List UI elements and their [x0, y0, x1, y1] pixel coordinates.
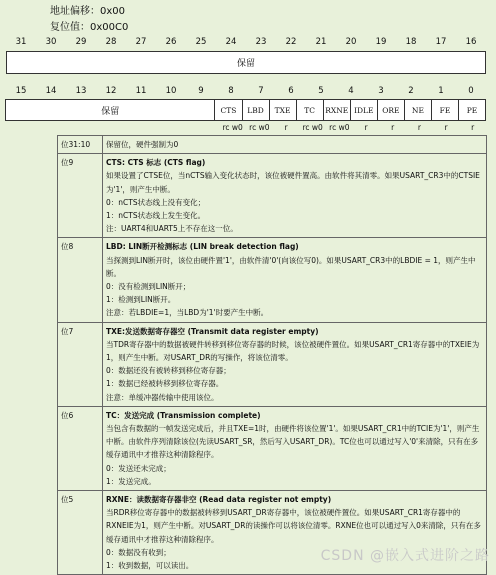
- bit-number: 16: [465, 37, 477, 47]
- description-line: 1：检测到LIN断开。: [106, 295, 176, 305]
- reserved-low-cell: 保留: [5, 99, 215, 121]
- bit-row: [58, 406, 487, 490]
- field-access-type: rc w0: [329, 123, 350, 132]
- bit-number: 26: [165, 37, 177, 47]
- reset-value: 复位值：0x00C0: [50, 22, 129, 33]
- description-line: 1：数据已经被转移到移位寄存器。: [106, 379, 224, 389]
- bit-number: 19: [375, 37, 387, 47]
- bit-position: 位31:10: [58, 136, 103, 154]
- bit-number: 31: [15, 37, 27, 47]
- bit-description: [103, 406, 487, 490]
- field-access-type: r: [391, 123, 395, 132]
- description-line: 保留位，硬件强制为0: [106, 140, 179, 149]
- bit-position: 位7: [58, 322, 103, 406]
- bit-number: 8: [228, 86, 234, 96]
- bit-row: [58, 238, 487, 322]
- bit-number: 18: [405, 37, 417, 47]
- bit-number: 22: [285, 37, 297, 47]
- bit-description: [103, 136, 487, 154]
- bit-position: 位5: [58, 491, 103, 575]
- bit-number: 0: [468, 86, 474, 96]
- bit-number: 10: [165, 86, 177, 96]
- field-access-type: r: [444, 123, 448, 132]
- description-line: 当包含有数据的一帧发送完成后，并且TXE=1时，由硬件将该位置'1'。如果USART_CR1中的TCIE为'1'，则产生中断。由软件序列清除该位(先读USART_SR，然后写入USART_DR)。TC位也可以通过写入'0'来清除，只有在多缓存通讯中才推荐这种清除程序。: [106, 424, 480, 460]
- bit-numbers-high: [6, 37, 486, 47]
- field-pe: PE: [458, 99, 486, 121]
- field-rxne: RXNE: [323, 99, 351, 121]
- bit-number: 14: [45, 86, 57, 96]
- bit-number: 9: [198, 86, 204, 96]
- bit-number: 17: [435, 37, 447, 47]
- bit-description-table: [57, 135, 487, 575]
- bit-number: 25: [195, 37, 207, 47]
- bit-number: 23: [255, 37, 267, 47]
- register-fields-row: [6, 99, 486, 121]
- bit-number: 4: [348, 86, 354, 96]
- field-cts: CTS: [214, 99, 242, 121]
- bit-description: [103, 322, 487, 406]
- description-line: 0：数据还没有被转移到移位寄存器；: [106, 366, 231, 376]
- bit-number: 3: [378, 86, 384, 96]
- access-types-row: [6, 123, 486, 132]
- bit-position: 位8: [58, 238, 103, 322]
- bit-number: 13: [75, 86, 87, 96]
- description-line: 注意：单缓冲器传输中使用该位。: [106, 392, 219, 402]
- watermark: CSDN @嵌入式进阶之路: [320, 548, 490, 564]
- bit-position: 位9: [58, 154, 103, 238]
- bit-number: 27: [135, 37, 147, 47]
- reserved-high-cell: 保留: [6, 51, 486, 74]
- description-line: 1：收到数据，可以读出。: [106, 561, 194, 571]
- bit-number: 11: [135, 86, 147, 96]
- field-access-type: r: [417, 123, 421, 132]
- bit-number: 12: [105, 86, 117, 96]
- bit-number: 5: [318, 86, 324, 96]
- bit-number: 1: [438, 86, 444, 96]
- description-line: 0：没有检测到LIN断开；: [106, 282, 191, 292]
- bit-number: 30: [45, 37, 57, 47]
- bit-number: 24: [225, 37, 237, 47]
- description-line: 如果设置了CTSE位，当nCTS输入变化状态时，该位被硬件置高。由软件将其清零。如果USART_CR3中的CTSIE为'1'，则产生中断。: [106, 171, 480, 194]
- bit-position: 位6: [58, 406, 103, 490]
- bit-description: [103, 238, 487, 322]
- field-ne: NE: [404, 99, 432, 121]
- bit-number: 20: [345, 37, 357, 47]
- description-line: 当TDR寄存器中的数据被硬件转移到移位寄存器的时候，该位被硬件置位。如果USART_CR1寄存器中的TXEIE为1，则产生中断。对USART_DR的写操作，将该位清零。: [106, 339, 480, 363]
- field-ore: ORE: [377, 99, 405, 121]
- description-line: 0：nCTS状态线上没有变化；: [106, 197, 206, 207]
- field-access-type: r: [364, 123, 368, 132]
- bit-number: 7: [258, 86, 264, 96]
- bit-number: 6: [288, 86, 294, 96]
- description-line: 当RDR移位寄存器中的数据被转移到USART_DR寄存器中，该位被硬件置位。如果USART_CR1寄存器中的RXNEIE为1，则产生中断。对USART_DR的读操作可以将该位清零。RXNE位也可以通过写入0来清除，只有在多缓存通讯中才推荐这种清除程序。: [106, 508, 481, 544]
- field-access-type: r: [471, 123, 475, 132]
- field-access-type: rc w0: [302, 123, 323, 132]
- description-line: 1：发送完成。: [106, 476, 156, 486]
- address-offset: 地址偏移：0x00: [50, 6, 126, 17]
- field-title: LBD: LIN断开检测标志 (LIN break detection flag): [106, 242, 299, 252]
- bit-number: 2: [408, 86, 414, 96]
- bit-row: [58, 322, 487, 406]
- field-txe: TXE: [269, 99, 297, 121]
- description-line: 0：发送还未完成；: [106, 463, 171, 473]
- field-title: TC：发送完成 (Transmission complete): [106, 410, 261, 420]
- field-tc: TC: [296, 99, 324, 121]
- bit-row: [58, 154, 487, 238]
- description-line: 注：UART4和UART5上不存在这一位。: [106, 224, 238, 234]
- description-line: 1：nCTS状态线上发生变化。: [106, 211, 206, 221]
- field-access-type: rc w0: [249, 123, 270, 132]
- description-line: 0：数据没有收到；: [106, 547, 171, 557]
- field-fe: FE: [431, 99, 459, 121]
- field-title: CTS: CTS 标志 (CTS flag): [106, 158, 206, 168]
- field-title: TXE:发送数据寄存器空 (Transmit data register empty): [106, 326, 319, 336]
- bit-number: 28: [105, 37, 117, 47]
- bit-number: 15: [15, 86, 27, 96]
- description-line: 注意：若LBDIE=1，当LBD为'1'时要产生中断。: [106, 308, 269, 318]
- bit-numbers-low: [6, 86, 486, 96]
- bit-number: 21: [315, 37, 327, 47]
- field-idle: IDLE: [350, 99, 378, 121]
- bit-number: 29: [75, 37, 87, 47]
- description-line: 当探测到LIN断开时，该位由硬件置'1'，由软件清'0'(向该位写0)。如果USART_CR3中的LBDIE = 1，则产生中断。: [106, 255, 476, 278]
- field-access-type: r: [284, 123, 288, 132]
- field-access-type: rc w0: [222, 123, 243, 132]
- bit-row: [58, 136, 487, 154]
- field-title: RXNE：读数据寄存器非空 (Read data register not empty): [106, 495, 332, 505]
- bit-description: [103, 154, 487, 238]
- field-lbd: LBD: [242, 99, 270, 121]
